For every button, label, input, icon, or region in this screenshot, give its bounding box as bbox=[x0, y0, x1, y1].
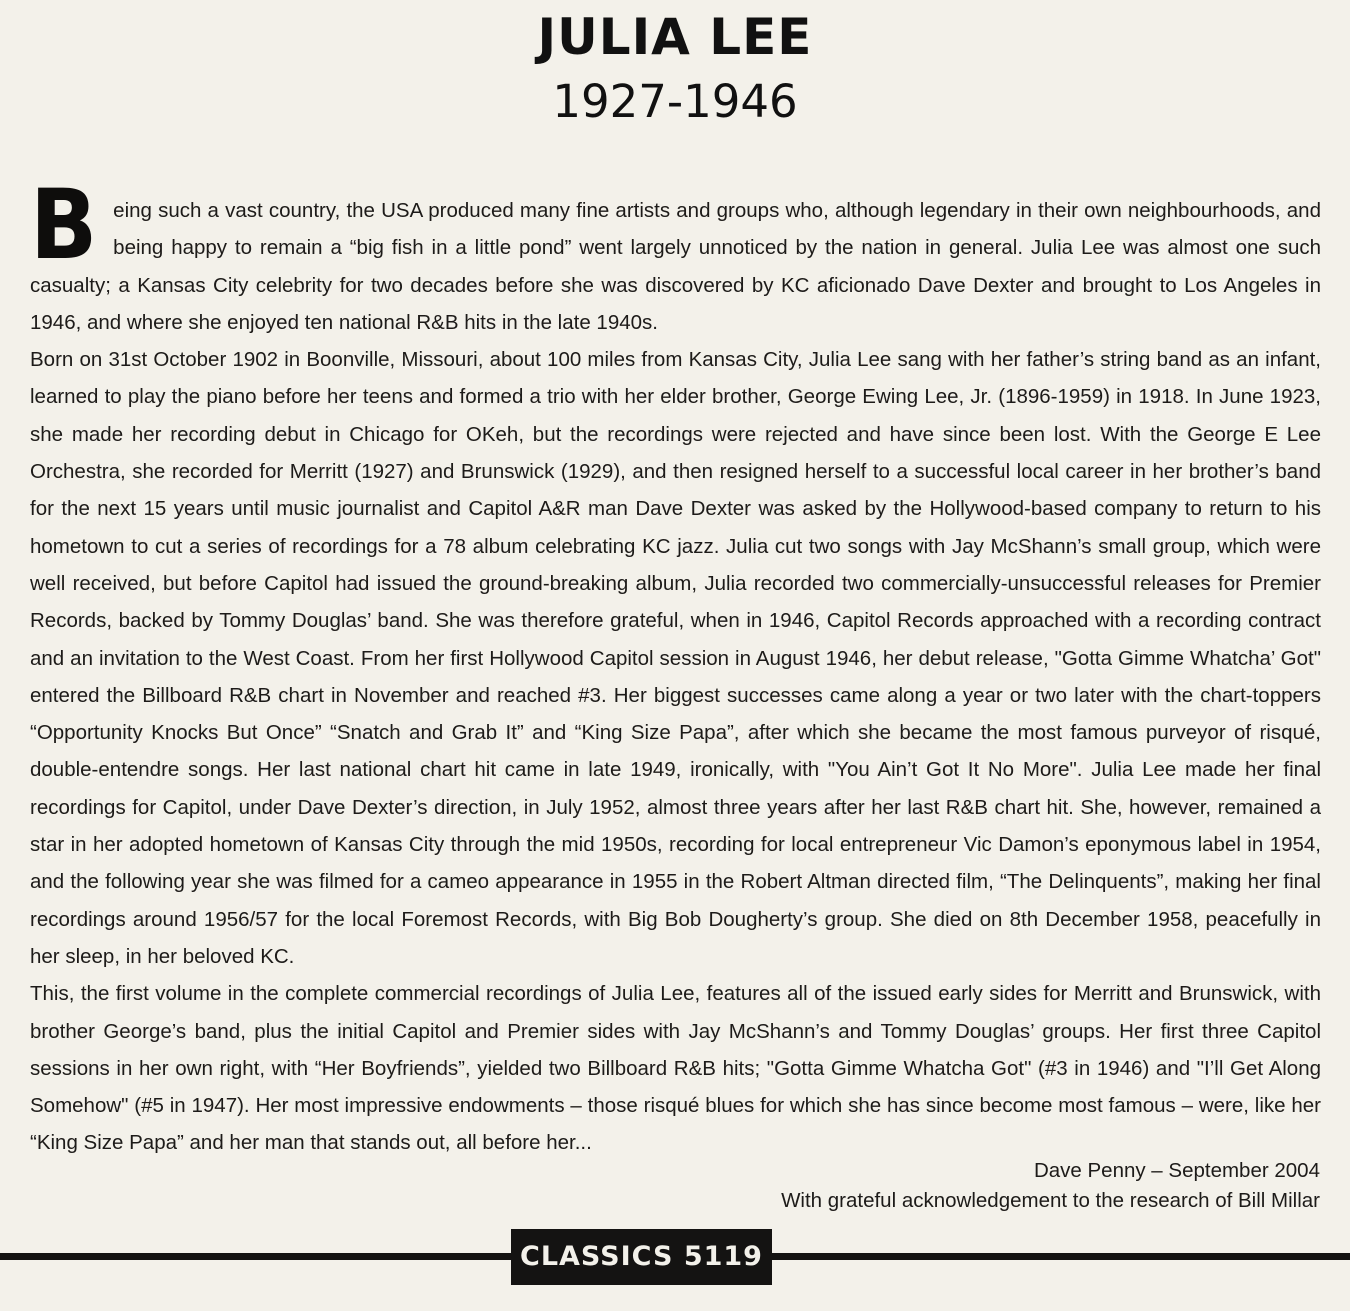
paragraph-1 bbox=[30, 169, 1321, 341]
article-body bbox=[30, 169, 1321, 1162]
paragraph-3: This, the first volume in the complete commercial recordings of Julia Lee, features all of the issued early sides for Merritt and Brunswick, with brother George’s band, plus the initial Capitol and Premier sides with Jay McShann’s and Tommy Douglas’ groups. Her first three Capitol sessions in her own right, with “Her Boyfriends”, yielded two Billboard R&B hits; "Gotta Gimme Whatcha Got" (#3 in 1946) and "I’ll Get Along Somehow" (#5 in 1947). Her most impressive endowments – those risqué blues for which she has since become most famous – were, like her “King Size Papa” and her man that stands out, all before her... bbox=[30, 982, 1321, 1155]
drop-cap: B bbox=[30, 169, 98, 281]
page-subtitle-years: 1927-1946 bbox=[552, 75, 798, 128]
paragraph-1-text: eing such a vast country, the USA produced many fine artists and groups who, although legendary in their own neighbourhoods, and being happy to remain a “big fish in a little pond” went largely unnoticed by the nation in general. Julia Lee was almost one such casualty; a Kansas City celebrity for two decades before she was discovered by KC aficionado Dave Dexter and brought to Los Angeles in 1946, and where she enjoyed ten national R&B hits in the late 1940s. bbox=[30, 199, 1321, 334]
paragraph-2: Born on 31st October 1902 in Boonville, Missouri, about 100 miles from Kansas City, Julia Lee sang with her father’s string band as an infant, learned to play the piano before her teens and formed a trio with her elder brother, George Ewing Lee, Jr. (1896-1959) in 1918. In June 1923, she made her recording debut in Chicago for OKeh, but the recordings were rejected and have since been lost. With the George E Lee Orchestra, she recorded for Merritt (1927) and Brunswick (1929), and then resigned herself to a successful local career in her brother’s band for the next 15 years until music journalist and Capitol A&R man Dave Dexter was asked by the Hollywood-based company to return to his hometown to cut a series of recordings for a 78 album celebrating KC jazz. Julia cut two songs with Jay McShann’s small group, which were well received, but before Capitol had issued the ground-breaking album, Julia recorded two commercially-unsuccessful releases for Premier Records, backed by Tommy Douglas’ band. She was therefore grateful, when in 1946, Capitol Records approached with a recording contract and an invitation to the West Coast. From her first Hollywood Capitol session in August 1946, her debut release, "Gotta Gimme Whatcha’ Got" entered the Billboard R&B chart in November and reached #3. Her biggest successes came along a year or two later with the chart-toppers “Opportunity Knocks But Once” “Snatch and Grab It” and “King Size Papa”, after which she became the most famous purveyor of risqué, double-entendre songs. Her last national chart hit came in late 1949, ironically, with "You Ain’t Got It No More". Julia Lee made her final recordings for Capitol, under Dave Dexter’s direction, in July 1952, almost three years after her last R&B chart hit. She, however, remained a star in her adopted hometown of Kansas City through the mid 1950s, recording for local entrepreneur Vic Damon’s eponymous label in 1954, and the following year she was filmed for a cameo appearance in 1955 in the Robert Altman directed film, “The Delinquents”, making her final recordings around 1956/57 for the local Foremost Records, with Big Bob Dougherty’s group. She died on 8th December 1958, peacefully in her sleep, in her beloved KC. bbox=[30, 348, 1321, 968]
catalog-badge: CLASSICS 5119 bbox=[511, 1229, 772, 1285]
credits bbox=[781, 1156, 1320, 1216]
acknowledgement: With grateful acknowledgement to the research of Bill Millar bbox=[781, 1189, 1320, 1212]
page-title: JULIA LEE bbox=[537, 8, 813, 66]
author-credit: Dave Penny – September 2004 bbox=[1033, 1159, 1320, 1182]
